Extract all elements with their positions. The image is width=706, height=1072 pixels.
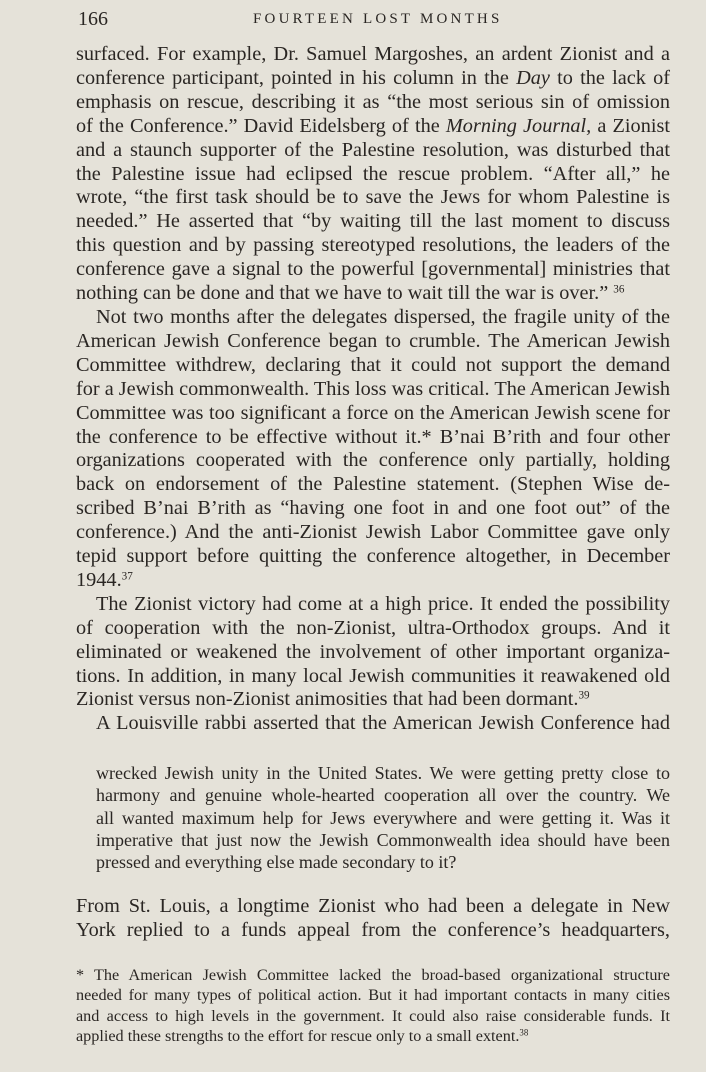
text-line xyxy=(76,91,670,115)
text-line xyxy=(76,258,670,282)
text-span: Not two months after the delegates dispersed, the fragile unity of the xyxy=(96,305,670,328)
text-span: tions. In addition, in many local Jewish communities it reawakened old xyxy=(76,664,670,687)
text-line xyxy=(76,545,670,569)
text-line xyxy=(76,497,670,521)
text-span: all wanted maximum help for Jews everywhere and were getting it. Was it xyxy=(96,807,670,828)
block-quote xyxy=(96,762,670,873)
text-span: scribed B’nai B’rith as “having one foot in and one foot out” of the xyxy=(76,497,670,520)
text-span: conference.) And the anti-Zionist Jewish Labor Committee gave only xyxy=(76,521,670,544)
text-span: organizations cooperated with the conference only partially, holding xyxy=(76,449,670,472)
text-line xyxy=(76,569,670,593)
text-span: Committee was too significant a force on the American Jewish scene for xyxy=(76,401,670,424)
text-line xyxy=(76,306,670,330)
text-line xyxy=(76,378,670,402)
text-span: and access to high levels in the government. It could also raise considerable funds. It xyxy=(76,1006,670,1025)
text-line xyxy=(76,985,670,1005)
text-span: this question and by passing stereotyped resolutions, the leaders of the xyxy=(76,234,670,257)
text-span: eliminated or weakened the involvement of other important organiza- xyxy=(76,640,670,663)
text-span: applied these strengths to the effort for rescue only to a small extent. xyxy=(76,1026,520,1045)
text-line xyxy=(76,210,670,234)
text-line xyxy=(76,354,670,378)
text-span: York replied to a funds appeal from the conference’s headquarters, xyxy=(76,918,670,941)
text-line xyxy=(76,139,670,163)
text-line xyxy=(76,895,670,919)
text-line xyxy=(76,665,670,689)
text-span: From St. Louis, a longtime Zionist who had been a delegate in New xyxy=(76,895,670,917)
text-span: and a staunch supporter of the Palestine resolution, was disturbed that xyxy=(76,138,670,161)
text-line xyxy=(76,426,670,450)
text-span: needed for many types of political action. But it had important contacts in many cities xyxy=(76,986,670,1005)
text-line xyxy=(76,965,670,985)
text-line xyxy=(96,829,670,851)
main-text xyxy=(76,43,670,736)
text-line xyxy=(76,330,670,354)
text-line xyxy=(76,115,670,139)
text-span: The Zionist victory had come at a high price. It ended the possibility xyxy=(96,592,670,615)
italic-text: Morning Journal, xyxy=(445,114,592,137)
text-line xyxy=(76,593,670,617)
text-span: conference gave a signal to the powerful [governmental] ministries that xyxy=(76,258,670,281)
text-span: of the Conference.” David Eidelsberg of the xyxy=(76,114,446,137)
running-title: FOURTEEN LOST MONTHS xyxy=(253,11,503,27)
footnote-reference: 38 xyxy=(519,1027,529,1038)
text-span: Zionist versus non-Zionist animosities that had been dormant. xyxy=(76,688,579,711)
text-span: nothing can be done and that we have to wait till the war is over.” xyxy=(76,282,614,305)
page-number: 166 xyxy=(78,8,108,30)
text-line xyxy=(76,449,670,473)
text-span: surfaced. For example, Dr. Samuel Margoshes, an ardent Zionist and a xyxy=(76,43,670,65)
text-span: back on endorsement of the Palestine statement. (Stephen Wise de- xyxy=(76,473,670,496)
text-span: needed.” He asserted that “by waiting till the last moment to discuss xyxy=(76,210,670,233)
footnote-reference: 37 xyxy=(121,570,133,583)
text-line xyxy=(76,43,670,67)
text-span: the conference to be effective without it.* B’nai B’rith and four other xyxy=(76,425,670,448)
footnote xyxy=(76,965,670,1046)
text-span: for a Jewish commonwealth. This loss was critical. The American Jewish xyxy=(76,377,671,400)
text-line xyxy=(76,1026,670,1046)
continuation-paragraph xyxy=(76,895,670,943)
running-header xyxy=(78,8,670,36)
text-line xyxy=(76,163,670,187)
text-line xyxy=(96,851,670,873)
text-span: conference participant, pointed in his column in the xyxy=(76,66,517,89)
text-line xyxy=(96,807,670,829)
italic-text: Day xyxy=(516,66,550,89)
text-span: American Jewish Conference began to crumble. The American Jewish xyxy=(76,329,670,352)
text-span: * The American Jewish Committee lacked the broad-based organizational structure xyxy=(76,966,670,984)
text-span: of cooperation with the non-Zionist, ultra-Orthodox groups. And it xyxy=(76,616,670,639)
text-line xyxy=(76,402,670,426)
text-span: wrecked Jewish unity in the United States. We were getting pretty close to xyxy=(96,763,670,783)
text-line xyxy=(76,1006,670,1026)
text-line xyxy=(96,784,670,806)
text-line xyxy=(76,234,670,258)
text-span: to the lack of xyxy=(549,66,670,89)
text-line xyxy=(76,282,670,306)
text-span: pressed and everything else made secondary to it? xyxy=(96,852,457,873)
text-span: the Palestine issue had eclipsed the rescue problem. “After all,” he xyxy=(76,162,670,185)
text-line xyxy=(76,186,670,210)
text-line xyxy=(76,641,670,665)
footnote-reference: 36 xyxy=(613,283,625,296)
text-span: tepid support before quitting the conference altogether, in December xyxy=(76,545,670,568)
text-line xyxy=(76,67,670,91)
text-span: wrote, “the first task should be to save the Jews for whom Palestine is xyxy=(76,186,670,209)
text-line xyxy=(76,473,670,497)
text-line xyxy=(96,762,670,784)
text-span: emphasis on rescue, describing it as “the most serious sin of omission xyxy=(76,90,670,113)
text-line xyxy=(76,712,670,736)
text-span: imperative that just now the Jewish Commonwealth idea should have been xyxy=(96,829,670,850)
text-span: a Zionist xyxy=(591,114,670,137)
text-span: A Louisville rabbi asserted that the American Jewish Conference had xyxy=(96,712,670,735)
text-line xyxy=(76,521,670,545)
footnote-reference: 39 xyxy=(578,689,590,702)
text-span: Committee withdrew, declaring that it could not support the demand xyxy=(76,353,670,376)
text-span: harmony and genuine whole-hearted cooperation all over the country. We xyxy=(96,785,670,806)
text-span: 1944. xyxy=(76,568,122,591)
text-line xyxy=(76,617,670,641)
text-line xyxy=(76,919,670,943)
text-line xyxy=(76,688,670,712)
